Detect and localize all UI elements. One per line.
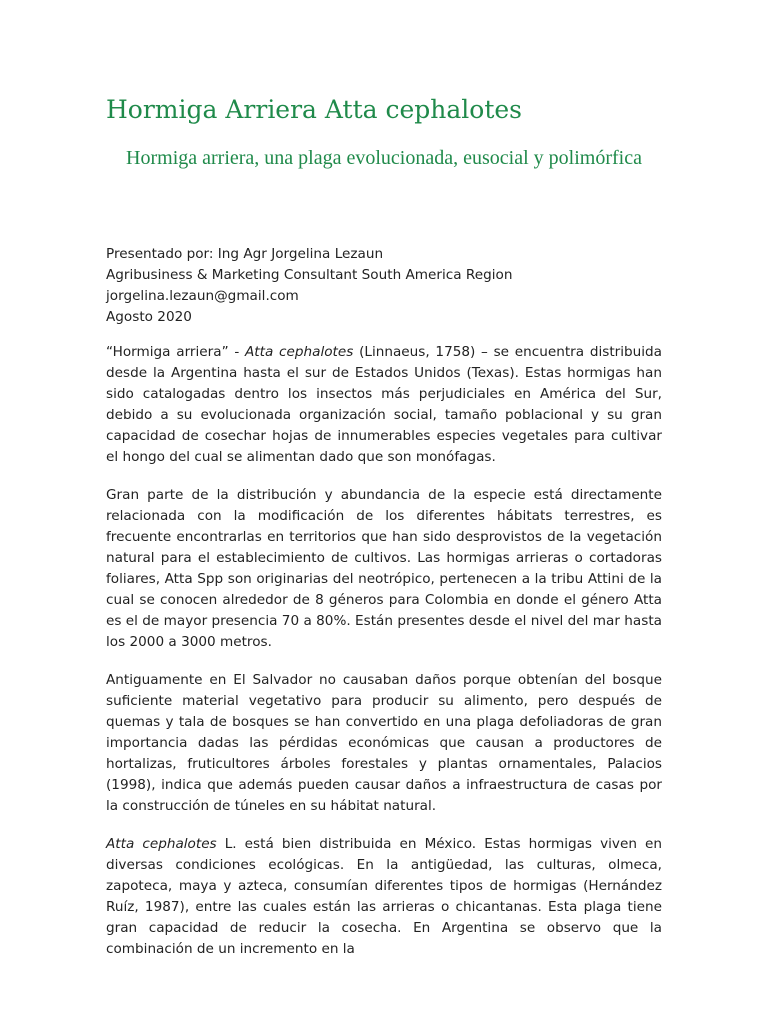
presentation-date: Agosto 2020 <box>106 309 192 325</box>
presenter-email: jorgelina.lezaun@gmail.com <box>106 288 299 304</box>
paragraph-text: (Linnaeus, 1758) – se encuentra distribuida desde la Argentina hasta el sur de Estados Unidos (Texas). Estas hormigas han sido catalogadas dentro los insectos más perjudiciales en América del Sur, debido a su evolucionada organización social, tamaño poblacional y su gran capacidad de cosechar hojas de innumerables especies vegetales para cultivar el hongo del cual se alimentan dado que son monófagas. <box>106 344 662 465</box>
paragraph-lead: “Hormiga arriera” - <box>106 344 245 360</box>
paragraph: Antiguamente en El Salvador no causaban daños porque obtenían del bosque suficiente material vegetativo para producir su alimento, pero después de quemas y tala de bosques se han convertido en una plaga defoliadoras de gran importancia dadas las pérdidas económicas que causan a productores de hortalizas, fruticultores árboles forestales y plantas ornamentales, Palacios (1998), indica que además pueden causar daños a infraestructura de casas por la construcción de túneles en su hábitat natural. <box>106 672 662 814</box>
species-name: Atta cephalotes <box>245 344 354 360</box>
document-title: Hormiga Arriera Atta cephalotes <box>106 95 522 124</box>
document-body <box>106 342 662 977</box>
paragraph-text: L. está bien distribuida en México. Estas hormigas viven en diversas condiciones ecológicas. En la antigüedad, las culturas, olmeca, zapoteca, maya y azteca, consumían diferentes tipos de hormigas (Hernández Ruíz, 1987), entre las cuales están las arrieras o chicantanas. Esta plaga tiene gran capacidad de reducir la cosecha. En Argentina se observo que la combinación de un incremento en la <box>106 836 662 957</box>
species-name: Atta cephalotes <box>106 836 217 852</box>
presenter-name: Presentado por: Ing Agr Jorgelina Lezaun <box>106 246 384 262</box>
paragraph <box>106 342 662 468</box>
presenter-block <box>106 244 662 328</box>
paragraph: Gran parte de la distribución y abundancia de la especie está directamente relacionada con la modificación de los diferentes hábitats terrestres, es frecuente encontrarlas en territorios que han sido desprovistos de la vegetación natural para el establecimiento de cultivos. Las hormigas arrieras o cortadoras foliares, Atta Spp son originarias del neotrópico, pertenecen a la tribu Attini de la cual se conocen alrededor de 8 géneros para Colombia en donde el género Atta es el de mayor presencia 70 a 80%. Están presentes desde el nivel del mar hasta los 2000 a 3000 metros. <box>106 487 662 650</box>
paragraph <box>106 834 662 960</box>
document-subtitle: Hormiga arriera, una plaga evolucionada, eusocial y polimórfica <box>126 147 642 169</box>
presenter-role: Agribusiness & Marketing Consultant South America Region <box>106 267 513 283</box>
